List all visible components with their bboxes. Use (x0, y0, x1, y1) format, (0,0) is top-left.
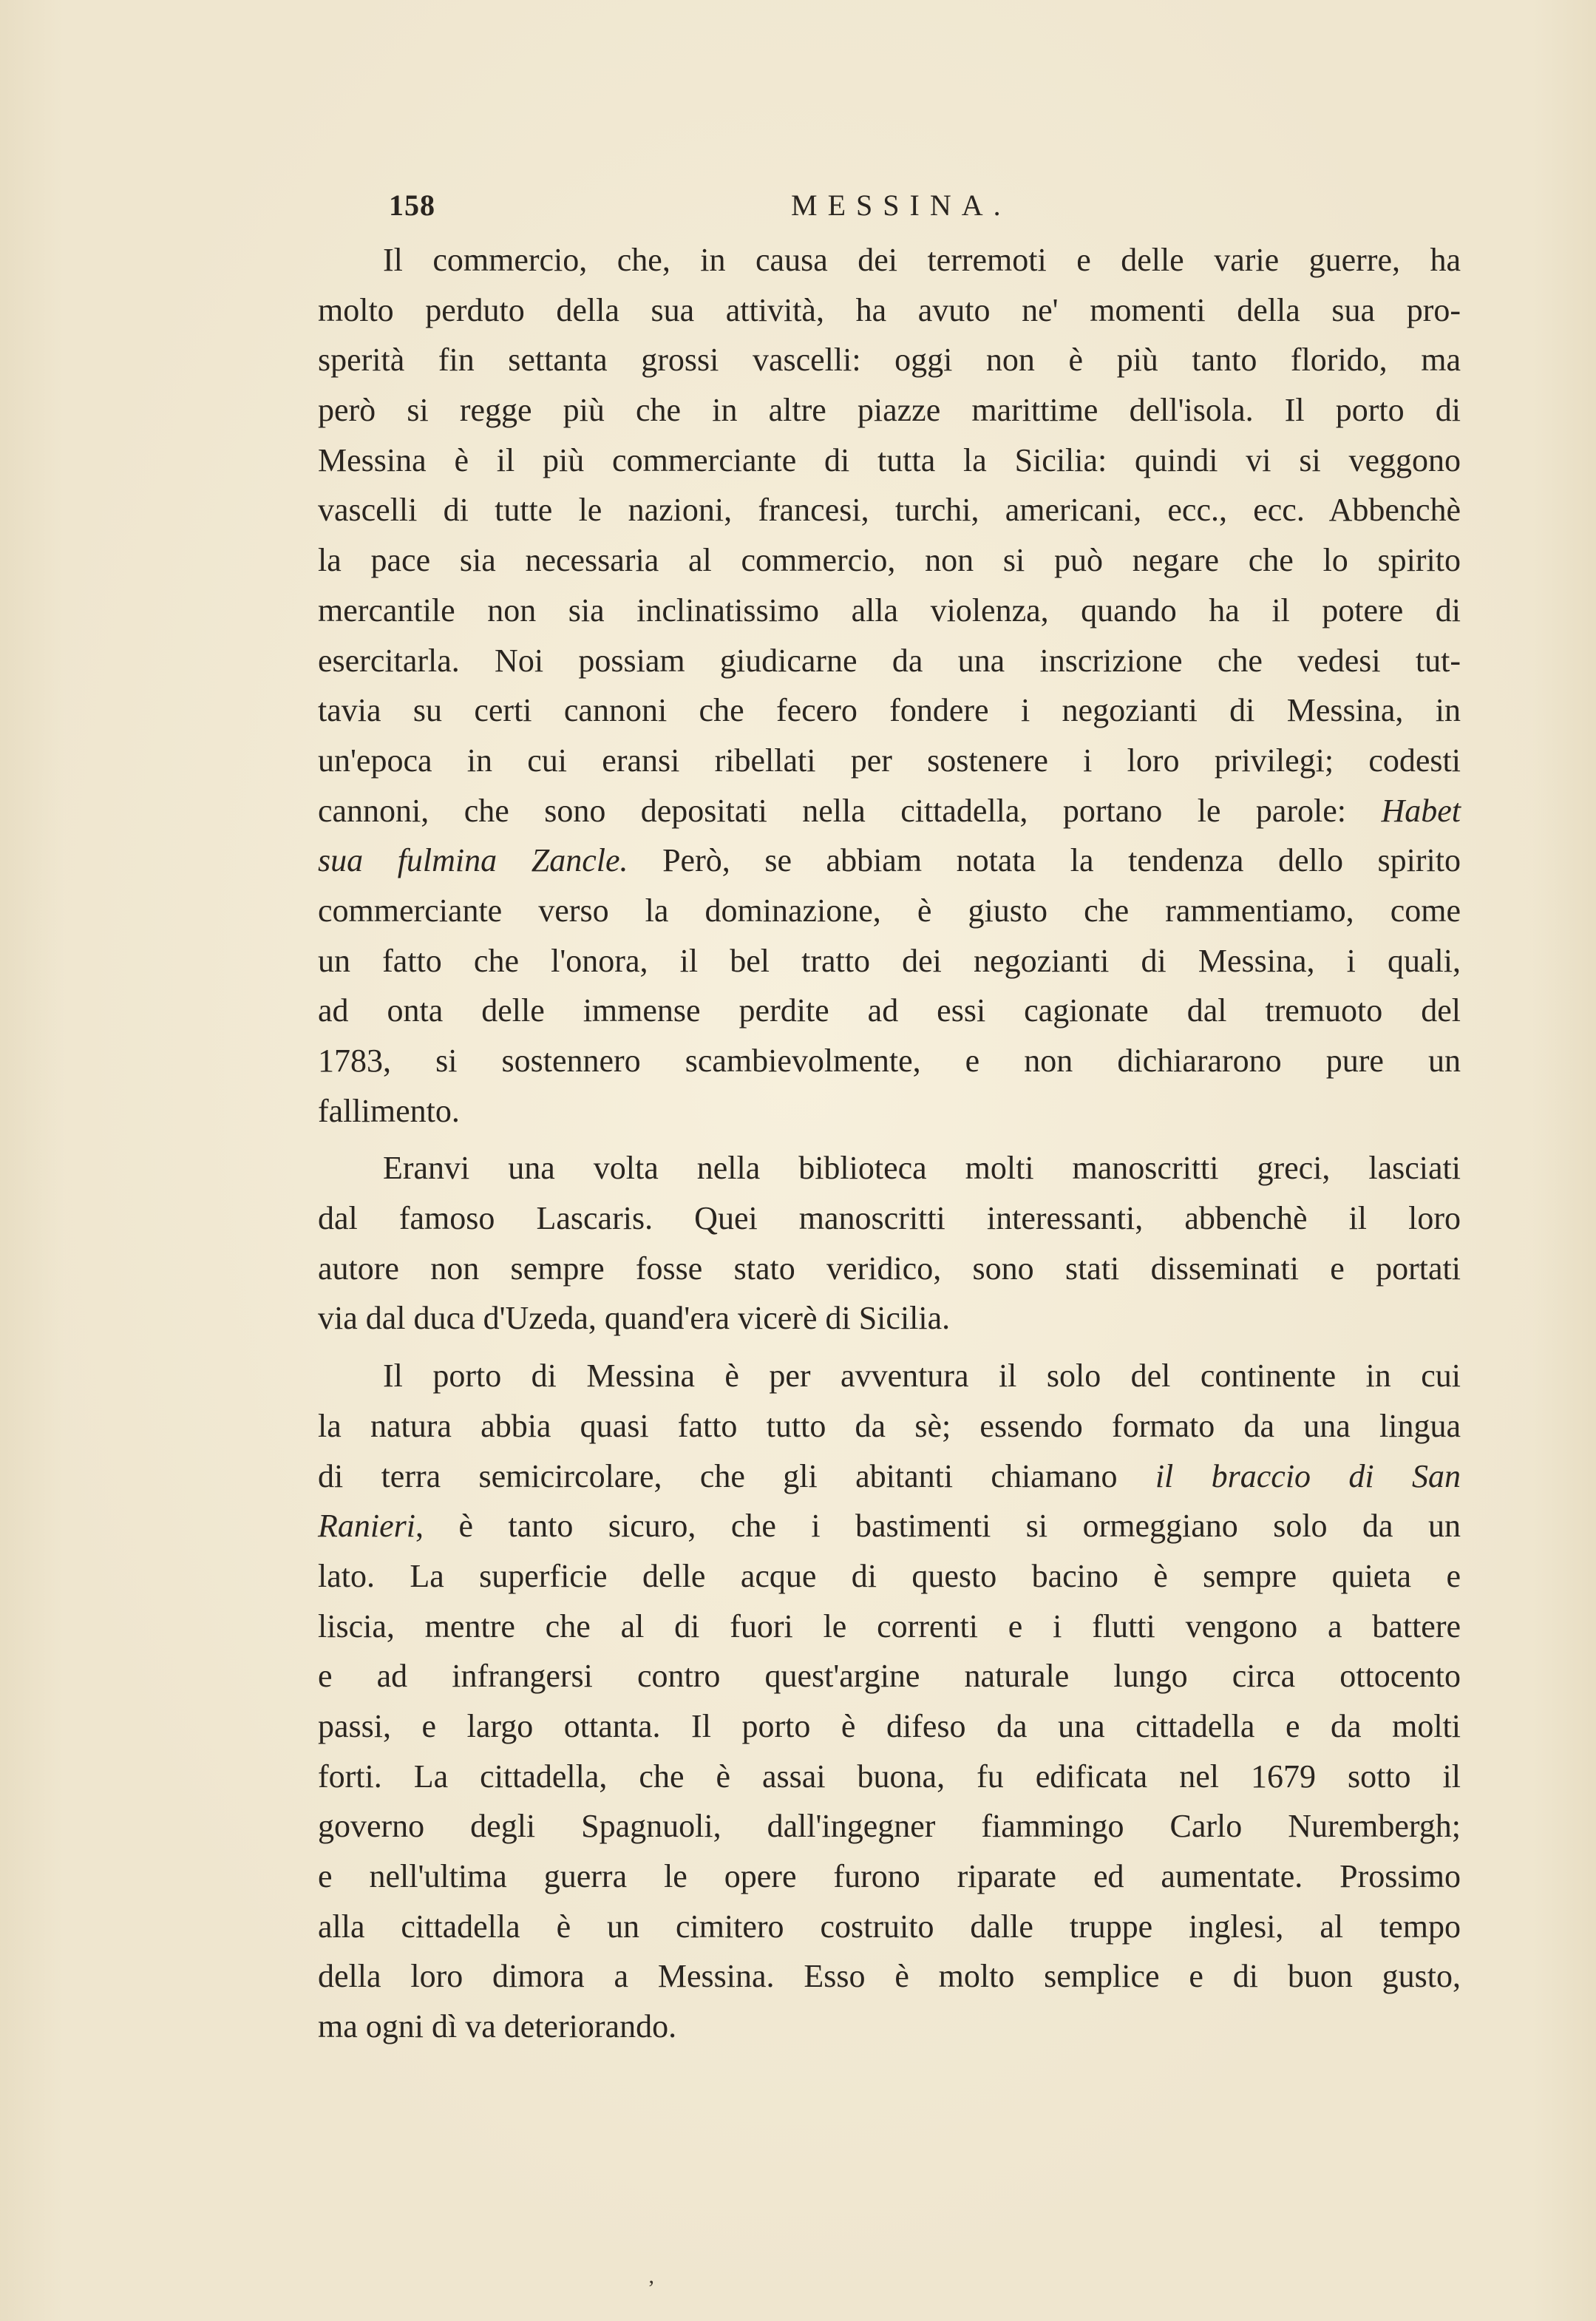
text-line: vascelli di tutte le nazioni, francesi, turchi, americani, ecc., ecc. Abbenchè (318, 492, 1461, 529)
text-line: molto perduto della sua attività, ha avuto ne' momenti della sua pro- (318, 291, 1461, 328)
text-line: esercitarla. Noi possiam giudicarne da una inscrizione che vedesi tut- (318, 642, 1461, 679)
text-run: Però, se abbiam notata la tendenza dello spirito (628, 842, 1461, 879)
paragraph-gap (318, 1136, 1461, 1143)
text-line (318, 836, 1461, 886)
text-line (318, 786, 1461, 836)
text-line: e nell'ultima guerra le opere furono riparate ed aumentate. Prossimo (318, 1858, 1461, 1894)
text-line: della loro dimora a Messina. Esso è molto semplice e di buon gusto, (318, 1958, 1461, 1995)
text-line: e ad infrangersi contro quest'argine naturale lungo circa ottocento (318, 1658, 1461, 1695)
page-header (318, 183, 1456, 228)
text-line: forti. La cittadella, che è assai buona, fu edificata nel 1679 sotto il (318, 1758, 1461, 1795)
text-line: Eranvi una volta nella biblioteca molti manoscritti greci, lasciati (383, 1150, 1461, 1187)
text-line: un fatto che l'onora, il bel tratto dei negozianti di Messina, i quali, (318, 942, 1461, 979)
text-line: 1783, si sostennero scambievolmente, e non dichiararono pure un (318, 1043, 1461, 1079)
text-line: sperità fin settanta grossi vascelli: oggi non è più tanto florido, ma (318, 342, 1461, 379)
text-line: autore non sempre fosse stato veridico, sono stati disseminati e portati (318, 1250, 1461, 1287)
running-title: MESSINA. (791, 189, 1011, 222)
italic-quote: sua fulmina Zancle. (318, 842, 628, 879)
text-line: alla cittadella è un cimitero costruito dalle truppe inglesi, al tempo (318, 1908, 1461, 1945)
text-line: un'epoca in cui eransi ribellati per sostenere i loro privilegi; codesti (318, 742, 1461, 779)
text-line: mercantile non sia inclinatissimo alla violenza, quando ha il potere di (318, 592, 1461, 628)
text-line: governo degli Spagnuoli, dall'ingegner fiammingo Carlo Nurembergh; (318, 1808, 1461, 1845)
text-line: dal famoso Lascaris. Quei manoscritti interessanti, abbenchè il loro (318, 1200, 1461, 1237)
italic-term: Ranieri (318, 1508, 415, 1545)
text-line: ad onta delle immense perdite ad essi cagionate dal tremuoto del (318, 992, 1461, 1029)
text-line: lato. La superficie delle acque di questo bacino è sempre quieta e (318, 1557, 1461, 1594)
text-run: , è tanto sicuro, che i bastimenti si ormeggiano solo da un (415, 1508, 1461, 1545)
text-line: la pace sia necessaria al commercio, non si può negare che lo spirito (318, 542, 1461, 579)
text-line: passi, e largo ottanta. Il porto è difeso da una cittadella e da molti (318, 1707, 1461, 1744)
text-line: Messina è il più commerciante di tutta la Sicilia: quindi vi si veggono (318, 441, 1461, 478)
text-line: Il commercio, che, in causa dei terremoti e delle varie guerre, ha (383, 242, 1461, 278)
text-run: di terra semicircolare, che gli abitanti chiamano (318, 1457, 1155, 1494)
text-line: via dal duca d'Uzeda, quand'era vicerè di Sicilia. (318, 1300, 951, 1337)
text-line: tavia su certi cannoni che fecero fondere i negozianti di Messina, in (318, 692, 1461, 729)
italic-term: il braccio di San (1155, 1457, 1461, 1494)
text-line (318, 1501, 1461, 1551)
text-line (318, 1451, 1461, 1502)
text-line: la natura abbia quasi fatto tutto da sè; essendo formato da una lingua (318, 1407, 1461, 1444)
text-run: cannoni, che sono depositati nella cittadella, portano le parole: (318, 792, 1382, 829)
italic-quote: Habet (1381, 792, 1461, 829)
ink-speck-mark: ’ (648, 2276, 655, 2300)
page-number: 158 (389, 189, 435, 222)
text-line: fallimento. (318, 1092, 460, 1129)
text-line: Il porto di Messina è per avventura il solo del continente in cui (383, 1358, 1461, 1395)
text-line: ma ogni dì va deteriorando. (318, 2008, 677, 2045)
text-line: liscia, mentre che al di fuori le correnti e i flutti vengono a battere (318, 1607, 1461, 1644)
text-line: commerciante verso la dominazione, è giusto che rammentiamo, come (318, 892, 1461, 929)
paragraph-gap (318, 1344, 1461, 1351)
text-line: però si regge più che in altre piazze marittime dell'isola. Il porto di (318, 392, 1461, 429)
body-text (318, 235, 1461, 2052)
